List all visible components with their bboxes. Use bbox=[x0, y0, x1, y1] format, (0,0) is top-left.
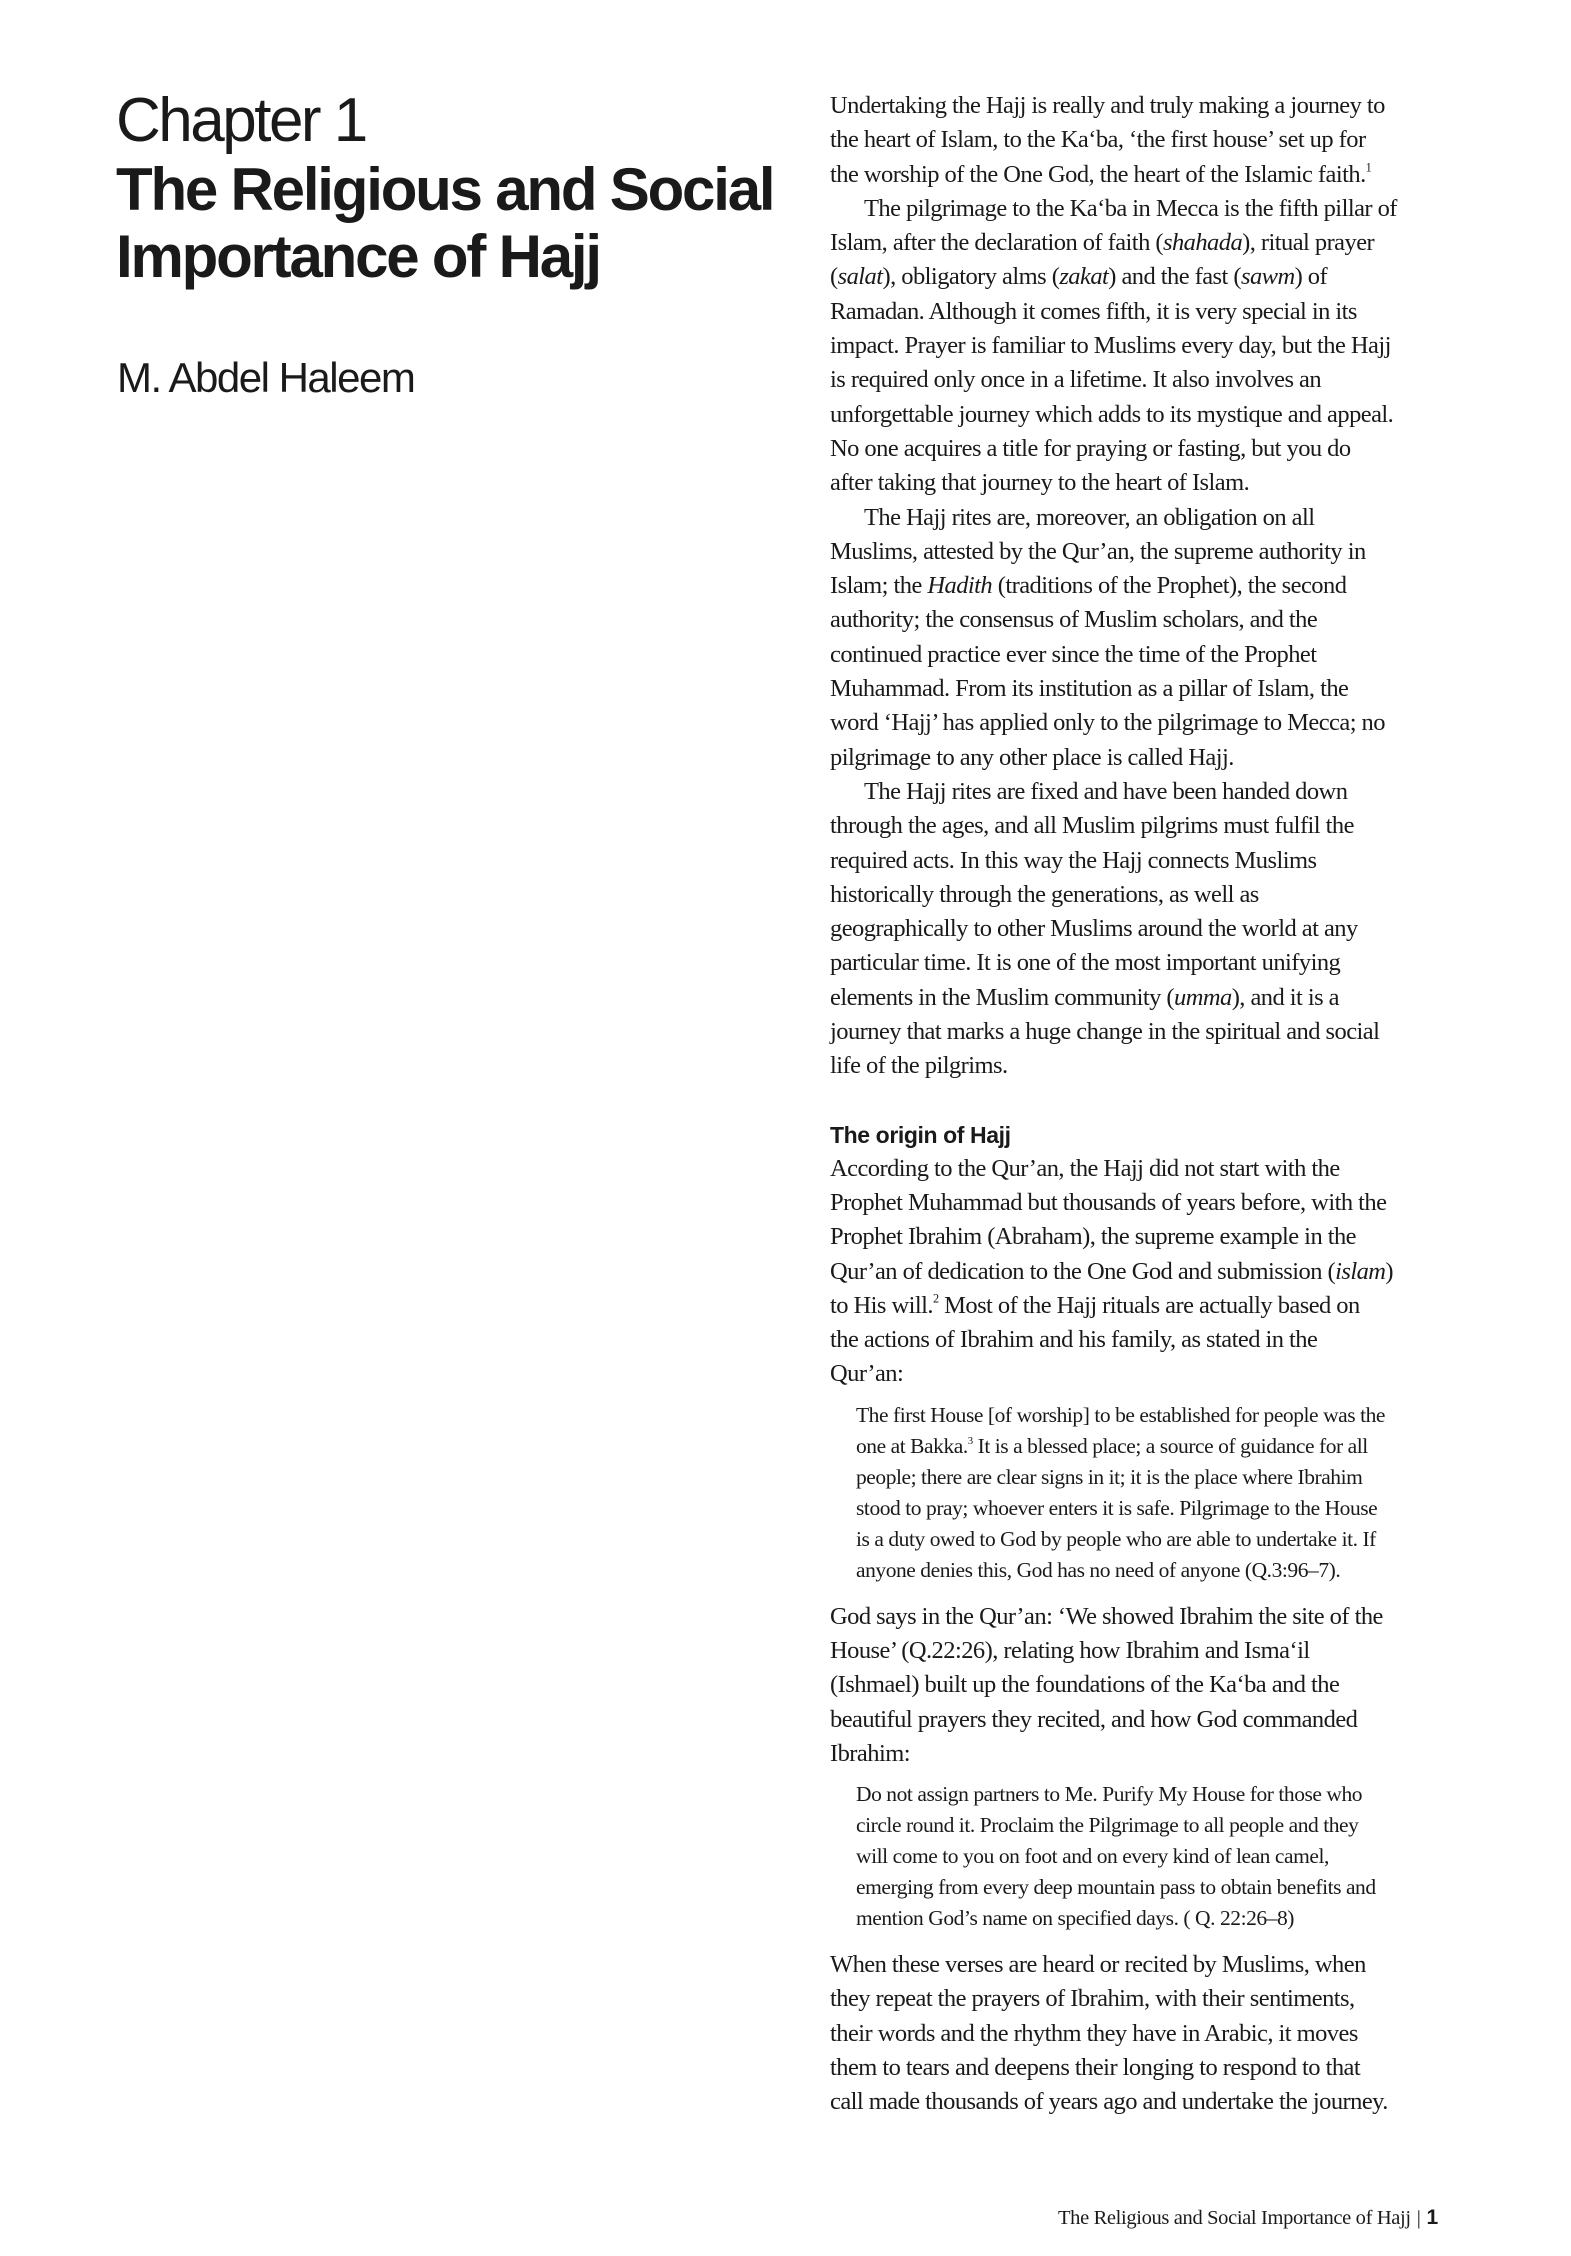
quote-line bbox=[856, 1431, 1520, 1462]
running-head: The Religious and Social Importance of Hajj bbox=[1058, 2207, 1411, 2229]
quote-line: stood to pray; whoever enters it is safe. Pilgrimage to the House bbox=[856, 1495, 1378, 1520]
text-line bbox=[830, 158, 1520, 192]
text-run: (traditions of the Prophet), the second bbox=[992, 572, 1347, 600]
quote-line: The first House [of worship] to be established for people was the bbox=[856, 1402, 1386, 1427]
spacer bbox=[830, 1586, 1520, 1600]
section-heading: The origin of Hajj bbox=[830, 1121, 1011, 1148]
block-quote bbox=[830, 1779, 1520, 1934]
quote-line: Do not assign partners to Me. Purify My House for those who bbox=[856, 1782, 1363, 1807]
text-line: their words and the rhythm they have in Arabic, it moves bbox=[830, 2019, 1358, 2047]
text-line: after taking that journey to the heart of Islam. bbox=[830, 469, 1250, 497]
text-line: Ramadan. Although it comes fifth, it is very special in its bbox=[830, 297, 1357, 325]
text-line: historically through the generations, as well as bbox=[830, 880, 1259, 908]
text-line bbox=[830, 981, 1520, 1015]
italic-term: shahada bbox=[1162, 229, 1243, 257]
text-run: ( bbox=[830, 263, 838, 291]
text-line: Qur’an: bbox=[830, 1360, 904, 1388]
text-run: Qur’an of dedication to the One God and submission ( bbox=[830, 1257, 1336, 1285]
text-line: When these verses are heard or recited by Muslims, when bbox=[830, 1951, 1366, 1979]
text-run: ) of bbox=[1294, 263, 1328, 291]
text-line: life of the pilgrims. bbox=[830, 1052, 1008, 1080]
text-line: authority; the consensus of Muslim scholars, and the bbox=[830, 606, 1318, 634]
text-run: It is a blessed place; a source of guidance for all bbox=[972, 1433, 1368, 1458]
italic-term: umma bbox=[1174, 983, 1232, 1011]
text-line: required acts. In this way the Hajj connects Muslims bbox=[830, 846, 1317, 874]
chapter-title-line: Importance of Hajj bbox=[116, 223, 600, 290]
text-line bbox=[830, 1255, 1520, 1289]
quote-line: people; there are clear signs in it; it is the place where Ibrahim bbox=[856, 1464, 1363, 1489]
text-run: ) and the fast ( bbox=[1108, 263, 1241, 291]
text-line: call made thousands of years ago and undertake the journey. bbox=[830, 2088, 1388, 2116]
text-line: God says in the Qur’an: ‘We showed Ibrahim the site of the bbox=[830, 1602, 1383, 1630]
quote-line: circle round it. Proclaim the Pilgrimage to all people and they bbox=[856, 1813, 1359, 1838]
quote-line: emerging from every deep mountain pass to obtain benefits and bbox=[856, 1875, 1376, 1900]
spacer bbox=[830, 1392, 1520, 1400]
text-line bbox=[830, 260, 1520, 294]
text-run: ), obligatory alms ( bbox=[882, 263, 1060, 291]
footnote-ref[interactable]: 3 bbox=[967, 1434, 973, 1447]
text-line bbox=[830, 226, 1520, 260]
text-run: elements in the Muslim community ( bbox=[830, 983, 1174, 1011]
text-line: The pilgrimage to the Ka‘ba in Mecca is the fifth pillar of bbox=[864, 194, 1397, 222]
text-run: Islam, after the declaration of faith ( bbox=[830, 229, 1163, 257]
text-line: the heart of Islam, to the Ka‘ba, ‘the first house’ set up for bbox=[830, 126, 1366, 154]
text-line: continued practice ever since the time of the Prophet bbox=[830, 640, 1317, 668]
footnote-ref[interactable]: 2 bbox=[932, 1291, 939, 1306]
chapter-title bbox=[116, 156, 816, 290]
footer-separator: | bbox=[1416, 2207, 1421, 2229]
text-line: Ibrahim: bbox=[830, 1739, 910, 1767]
text-run: ) bbox=[1385, 1257, 1394, 1285]
text-line: House’ (Q.22:26), relating how Ibrahim and Isma‘il bbox=[830, 1636, 1310, 1664]
text-line: The Hajj rites are fixed and have been handed down bbox=[864, 777, 1348, 805]
italic-term: salat bbox=[837, 263, 883, 291]
paragraph bbox=[830, 1948, 1520, 2119]
text-line: According to the Qur’an, the Hajj did not start with the bbox=[830, 1154, 1340, 1182]
text-run: ), ritual prayer bbox=[1242, 229, 1375, 257]
italic-term: Hadith bbox=[927, 572, 993, 600]
text-line bbox=[830, 1289, 1520, 1323]
text-line: impact. Prayer is familiar to Muslims every day, but the Hajj bbox=[830, 332, 1391, 360]
paragraph bbox=[830, 89, 1520, 192]
text-line: (Ishmael) built up the foundations of the Ka‘ba and the bbox=[830, 1671, 1340, 1699]
paragraph bbox=[830, 775, 1520, 1084]
text-line: the actions of Ibrahim and his family, as stated in the bbox=[830, 1326, 1318, 1354]
quote-line: is a duty owed to God by people who are able to undertake it. If bbox=[856, 1526, 1376, 1551]
text-line: particular time. It is one of the most important unifying bbox=[830, 949, 1341, 977]
footnote-ref[interactable]: 1 bbox=[1365, 160, 1372, 175]
italic-term: islam bbox=[1335, 1257, 1386, 1285]
text-line: beautiful prayers they recited, and how God commanded bbox=[830, 1705, 1358, 1733]
text-run: the worship of the One God, the heart of the Islamic faith. bbox=[830, 160, 1366, 188]
quote-line: anyone denies this, God has no need of anyone (Q.3:96–7). bbox=[856, 1557, 1341, 1582]
paragraph bbox=[830, 192, 1520, 501]
text-line: them to tears and deepens their longing to respond to that bbox=[830, 2054, 1361, 2082]
text-line: Prophet Muhammad but thousands of years before, with the bbox=[830, 1188, 1387, 1216]
section-gap bbox=[830, 1084, 1520, 1118]
text-run: ), and it is a bbox=[1231, 983, 1339, 1011]
text-line: Prophet Ibrahim (Abraham), the supreme example in the bbox=[830, 1223, 1357, 1251]
quote-line: will come to you on foot and on every kind of lean camel, bbox=[856, 1844, 1329, 1869]
italic-term: zakat bbox=[1059, 263, 1109, 291]
chapter-label: Chapter 1 bbox=[116, 86, 366, 155]
spacer bbox=[830, 1934, 1520, 1948]
italic-term: sawm bbox=[1240, 263, 1295, 291]
page-number: 1 bbox=[1426, 2206, 1438, 2229]
paragraph bbox=[830, 1600, 1520, 1771]
author-name: M. Abdel Haleem bbox=[117, 354, 415, 401]
chapter-title-line: The Religious and Social bbox=[116, 156, 774, 223]
text-run: Most of the Hajj rituals are actually based on bbox=[938, 1291, 1360, 1319]
text-line: journey that marks a huge change in the spiritual and social bbox=[830, 1018, 1380, 1046]
text-line: Undertaking the Hajj is really and truly making a journey to bbox=[830, 92, 1385, 119]
text-line: they repeat the prayers of Ibrahim, with their sentiments, bbox=[830, 1985, 1355, 2013]
text-line: Muhammad. From its institution as a pillar of Islam, the bbox=[830, 675, 1349, 703]
body-text bbox=[830, 89, 1520, 2120]
text-line: geographically to other Muslims around the world at any bbox=[830, 915, 1358, 943]
text-run: Islam; the bbox=[830, 572, 928, 600]
text-line: Muslims, attested by the Qur’an, the supreme authority in bbox=[830, 537, 1366, 565]
quote-line: mention God’s name on specified days. ( Q. 22:26–8) bbox=[856, 1906, 1295, 1931]
running-footer bbox=[1058, 2205, 1438, 2231]
text-line: The Hajj rites are, moreover, an obligation on all bbox=[864, 503, 1315, 531]
text-line: through the ages, and all Muslim pilgrims must fulfil the bbox=[830, 812, 1354, 840]
text-line: is required only once in a lifetime. It also involves an bbox=[830, 366, 1322, 394]
spacer bbox=[830, 1771, 1520, 1779]
paragraph bbox=[830, 1152, 1520, 1392]
text-line: No one acquires a title for praying or fasting, but you do bbox=[830, 434, 1351, 462]
block-quote bbox=[830, 1400, 1520, 1586]
text-run: to His will. bbox=[830, 1291, 933, 1319]
paragraph bbox=[830, 501, 1520, 775]
text-line: pilgrimage to any other place is called Hajj. bbox=[830, 743, 1234, 771]
text-line bbox=[830, 569, 1520, 603]
text-run: one at Bakka. bbox=[856, 1433, 968, 1458]
text-line: word ‘Hajj’ has applied only to the pilgrimage to Mecca; no bbox=[830, 709, 1385, 737]
text-line: unforgettable journey which adds to its mystique and appeal. bbox=[830, 400, 1394, 428]
